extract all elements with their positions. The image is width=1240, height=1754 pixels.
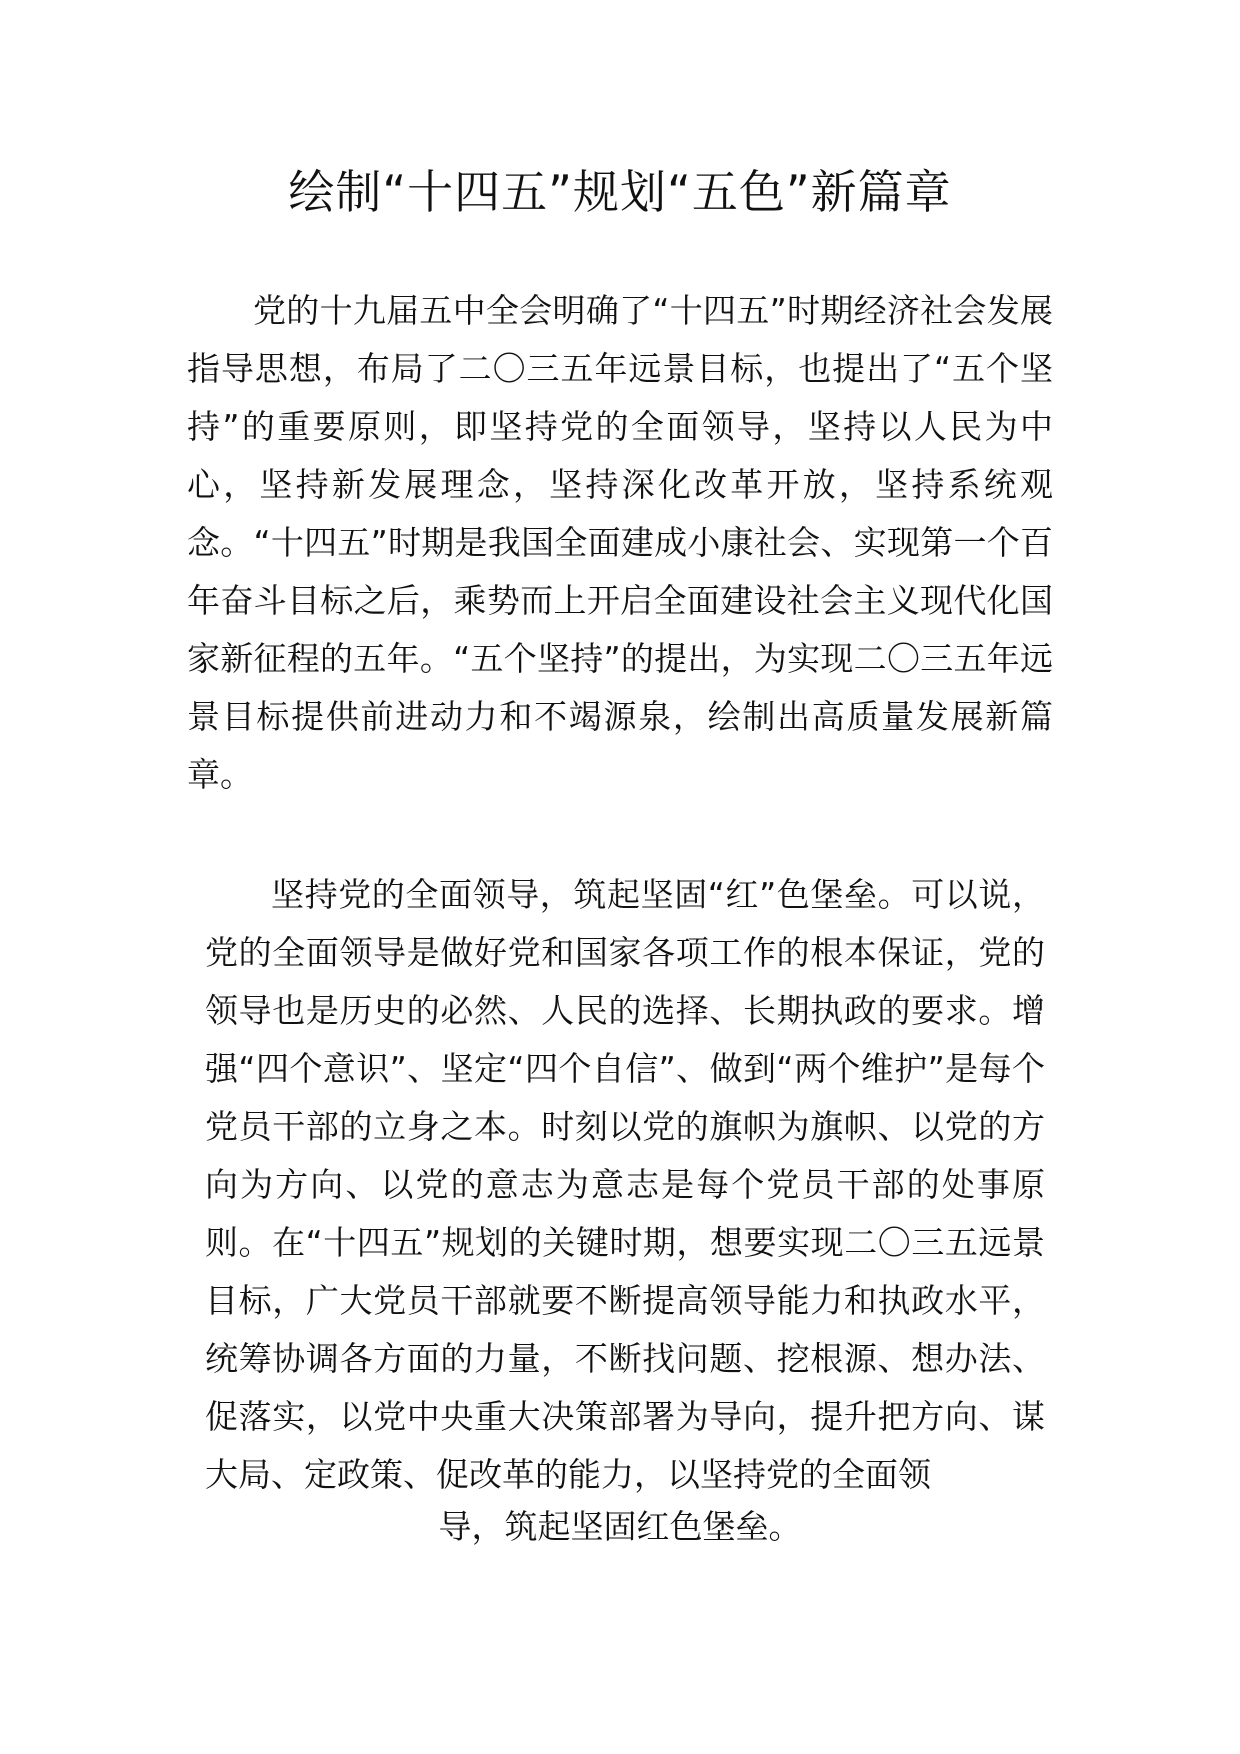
paragraph-red-fortress: 坚持党的全面领导，筑起坚固“红”色堡垒。可以说，党的全面领导是做好党和国家各项工作的根本保证，党的领导也是历史的必然、人民的选择、长期执政的要求。增强“四个意识”、坚定“四个自信”、做到“两个维护”是每个党员干部的立身之本。时刻以党的旗帜为旗帜、以党的方向为方向、以党的意志为意志是每个党员干部的处事原则。在“十四五”规划的关键时期，想要实现二〇三五远景目标，广大党员干部就要不断提高领导能力和执政水平，统筹协调各方面的力量，不断找问题、挖根源、想办法、促落实，以党中央重大决策部署为导向，提升把方向、谋大局、定政策、促改革的能力，以坚持党的全面领 (205, 875, 1045, 1494)
document-title: 绘制“十四五”规划“五色”新篇章 (288, 165, 952, 219)
paragraph-intro: 党的十九届五中全会明确了“十四五”时期经济社会发展指导思想，布局了二〇三五年远景目标，也提出了“五个坚持”的重要原则，即坚持党的全面领导，坚持以人民为中心，坚持新发展理念，坚持深化改革开放，坚持系统观念。“十四五”时期是我国全面建成小康社会、实现第一个百年奋斗目标之后，乘势而上开启全面建设社会主义现代化国家新征程的五年。“五个坚持”的提出，为实现二〇三五年远景目标提供前进动力和不竭源泉，绘制出高质量发展新篇章。 (187, 291, 1053, 794)
paragraph-red-fortress-last-line: 导，筑起坚固红色堡垒。 (438, 1507, 802, 1546)
